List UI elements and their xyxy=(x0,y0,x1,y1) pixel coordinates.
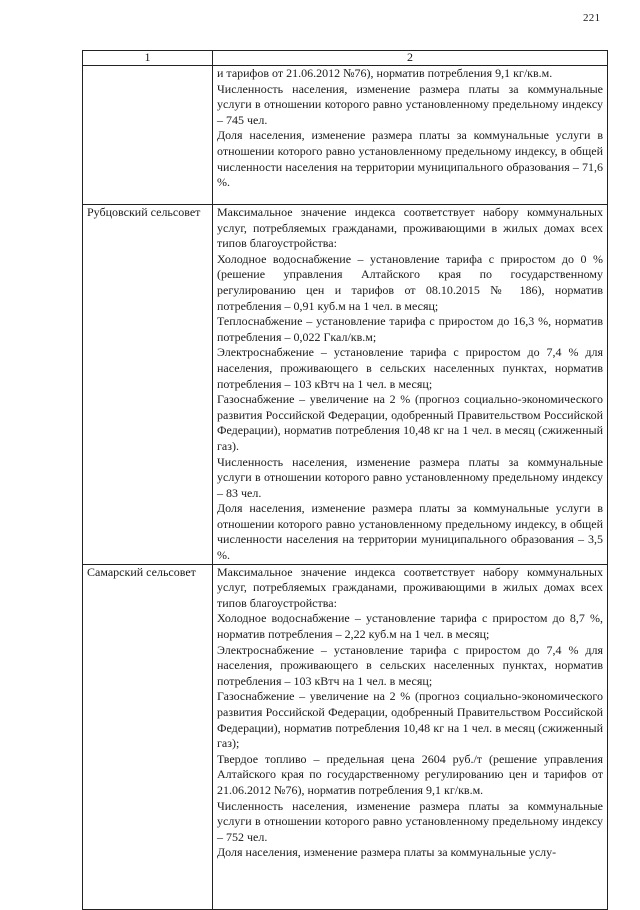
municipality-name: Рубцовский сельсовет xyxy=(83,205,213,565)
paragraph: Электроснабжение – установление тарифа с приростом до 7,4 % для населения, проживающего в сельских населенных пунктах, норматив потребления – 103 кВтч на 1 чел. в месяц; xyxy=(217,642,603,688)
paragraph: Численность населения, изменение размера платы за коммунальные услуги в отношении которого равно установленному предельному индексу – 83 чел. xyxy=(217,454,603,500)
paragraph: Теплоснабжение – установление тарифа с приростом до 16,3 %, норматив потребления – 0,022 Гкал/кв.м; xyxy=(217,314,603,344)
table-row xyxy=(83,564,608,909)
paragraph: и тарифов от 21.06.2012 №76), норматив потребления 9,1 кг/кв.м. xyxy=(217,66,553,80)
municipality-name: Самарский сельсовет xyxy=(83,564,213,909)
paragraph: Электроснабжение – установление тарифа с приростом до 7,4 % для населения, проживающего в сельских населенных пунктах, норматив потребления – 103 кВтч на 1 чел. в месяц; xyxy=(217,345,603,391)
table-row xyxy=(83,205,608,565)
table-header-row xyxy=(83,51,608,66)
paragraph: Доля населения, изменение размера платы за коммунальные услуги в отношении которого равно установленному предельному индексу, в общей численности населения на территории муниципального образования – 3,5 %. xyxy=(217,501,603,563)
column-header-1: 1 xyxy=(83,51,213,66)
tariff-table xyxy=(82,50,608,910)
paragraph: Твердое топливо – предельная цена 2604 руб./т (решение управления Алтайского края по государственному регулированию цен и тарифов от 21.06.2012 №76), норматив потребления 9,1 кг/кв.м. xyxy=(217,751,603,797)
paragraph: Газоснабжение – увеличение на 2 % (прогноз социально-экономического развития Российской Федерации, одобренный Правительством Российской Федерации), норматив потребления 10,48 кг на 1 чел. в месяц (сжиженный газ); xyxy=(217,689,603,751)
paragraph: Холодное водоснабжение – установление тарифа с приростом до 0 % (решение управления Алтайского края по государственному регулированию цен и тарифов от 08.10.2015 № 186), норматив потребления – 0,91 куб.м на 1 чел. в месяц; xyxy=(217,251,603,313)
page-number: 221 xyxy=(583,12,601,24)
row-description xyxy=(213,66,608,205)
column-header-2: 2 xyxy=(213,51,608,66)
paragraph: Доля населения, изменение размера платы за коммунальные услуги в отношении которого равно установленному предельному индексу, в общей численности населения на территории муниципального образования – 71,6 %. xyxy=(217,128,603,190)
paragraph: Газоснабжение – увеличение на 2 % (прогноз социально-экономического развития Российской Федерации, одобренный Правительством Российской Федерации), норматив потребления 10,48 кг на 1 чел. в месяц (сжиженный газ). xyxy=(217,392,603,453)
paragraph: Максимальное значение индекса соответствует набору коммунальных услуг, потребляемых гражданами, проживающими в жилых домах всех типов благоустройства: xyxy=(217,564,603,610)
row-description xyxy=(213,205,608,565)
paragraph: Численность населения, изменение размера платы за коммунальные услуги в отношении которого равно установленному предельному индексу – 752 чел. xyxy=(217,798,603,844)
table-row xyxy=(83,66,608,205)
paragraph: Доля населения, изменение размера платы за коммунальные услу- xyxy=(217,845,557,860)
paragraph: Холодное водоснабжение – установление тарифа с приростом до 8,7 %, норматив потребления – 2,22 куб.м на 1 чел. в месяц; xyxy=(217,611,603,642)
paragraph: Максимальное значение индекса соответствует набору коммунальных услуг, потребляемых гражданами, проживающими в жилых домах всех типов благоустройства: xyxy=(217,205,603,251)
row-description xyxy=(213,564,608,909)
municipality-name xyxy=(83,66,213,205)
paragraph: Численность населения, изменение размера платы за коммунальные услуги в отношении которого равно установленному предельному индексу – 745 чел. xyxy=(217,81,603,127)
